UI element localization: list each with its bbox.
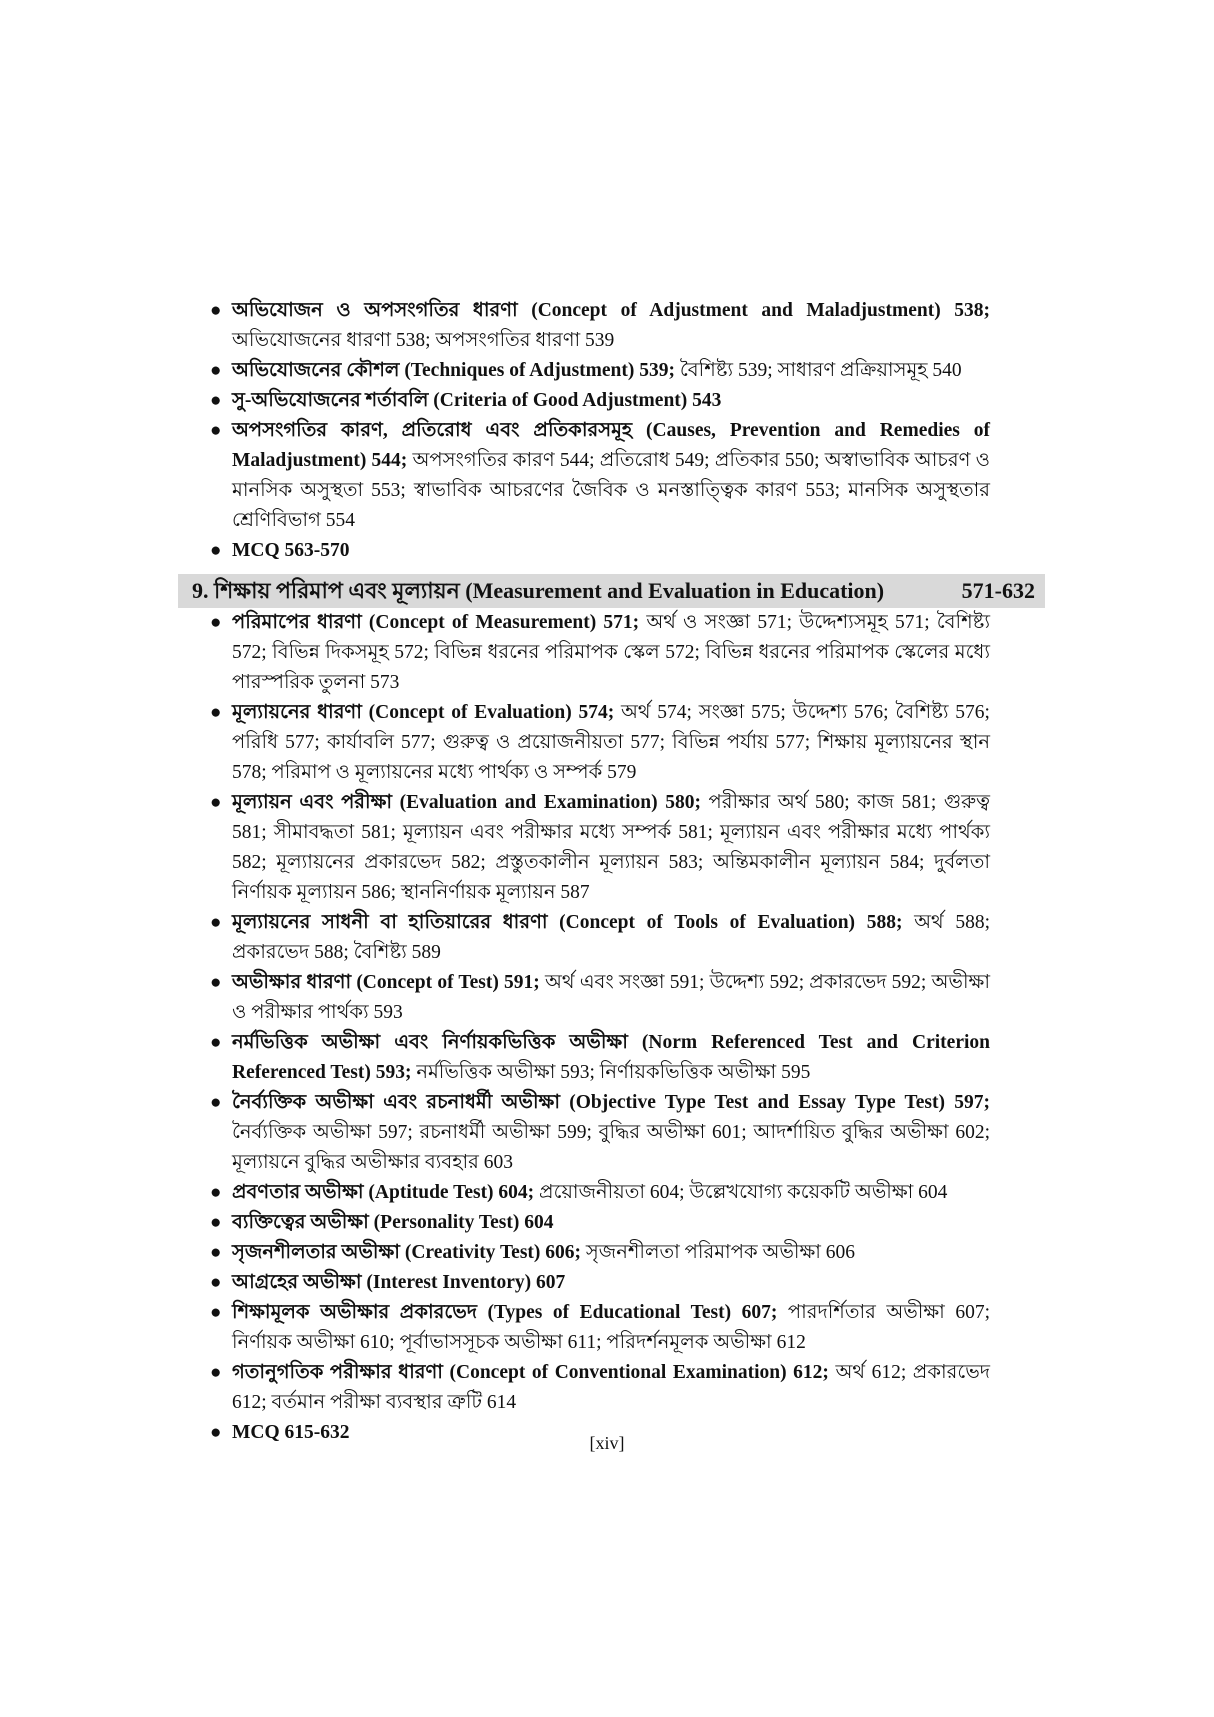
entry-subtopics: অর্থ ও সংজ্ঞা 571; উদ্দেশ্যসমূহ 571; বৈশিষ্ট্য 572; বিভিন্ন দিকসমূহ 572; বিভিন্ন ধরনের পরিমাপক স্কেল 572; বিভিন্ন ধরনের পরিমাপক স্কেলের মধ্যে পারস্পরিক তুলনা 573 <box>232 612 990 693</box>
entry-heading: মূল্যায়ন এবং পরীক্ষা (Evaluation and Examination) 580; <box>232 792 701 813</box>
entry-heading: পরিমাপের ধারণা (Concept of Measurement) 571; <box>232 612 640 633</box>
bullet-icon: ● <box>210 1182 222 1203</box>
toc-entry <box>210 1268 990 1298</box>
entry-heading: অভিযোজন ও অপসংগতির ধারণা (Concept of Adjustment and Maladjustment) 538; <box>232 300 990 321</box>
entry-heading: সু-অভিযোজনের শর্তাবলি (Criteria of Good Adjustment) 543 <box>232 390 722 411</box>
toc-entry <box>210 1298 990 1358</box>
toc-entry <box>210 1028 990 1088</box>
toc-entry <box>210 1088 990 1178</box>
entry-subtopics: অভিযোজনের ধারণা 538; অপসংগতির ধারণা 539 <box>232 330 615 351</box>
entry-heading: অভিযোজনের কৌশল (Techniques of Adjustment) 539; <box>232 360 675 381</box>
bullet-icon: ● <box>210 792 222 813</box>
toc-entry <box>210 698 990 788</box>
bullet-icon: ● <box>210 420 222 441</box>
toc-entry <box>210 1238 990 1268</box>
toc-entry <box>210 536 990 566</box>
entry-subtopics: প্রয়োজনীয়তা 604; উল্লেখযোগ্য কয়েকটি অভীক্ষা 604 <box>534 1182 948 1203</box>
toc-entry <box>210 386 990 416</box>
entry-subtopics: অর্থ 588; প্রকারভেদ 588; বৈশিষ্ট্য 589 <box>232 912 990 963</box>
bullet-icon: ● <box>210 1032 222 1053</box>
bullet-icon: ● <box>210 1242 222 1263</box>
bullet-icon: ● <box>210 912 222 933</box>
entry-subtopics: পারদর্শিতার অভীক্ষা 607; নির্ণায়ক অভীক্ষা 610; পূর্বাভাসসূচক অভীক্ষা 611; পরিদর্শনমূলক অভীক্ষা 612 <box>232 1302 990 1353</box>
entry-heading: মূল্যায়নের সাধনী বা হাতিয়ারের ধারণা (Concept of Tools of Evaluation) 588; <box>232 912 903 933</box>
entry-subtopics: পরীক্ষার অর্থ 580; কাজ 581; গুরুত্ব 581; সীমাবদ্ধতা 581; মূল্যায়ন এবং পরীক্ষার মধ্যে সম্পর্ক 581; মূল্যায়ন এবং পরীক্ষার মধ্যে পার্থক্য 582; মূল্যায়নের প্রকারভেদ 582; প্রস্তুতকালীন মূল্যায়ন 583; অন্তিমকালীন মূল্যায়ন 584; দুর্বলতা নির্ণায়ক মূল্যায়ন 586; স্থাননির্ণায়ক মূল্যায়ন 587 <box>232 792 990 903</box>
toc-entry <box>210 416 990 536</box>
entry-heading: MCQ 615-632 <box>232 1422 350 1443</box>
entry-subtopics: নর্মভিত্তিক অভীক্ষা 593; নির্ণায়কভিত্তিক অভীক্ষা 595 <box>411 1062 811 1083</box>
page-number: [xiv] <box>589 1433 625 1453</box>
entry-heading: ব্যক্তিত্বের অভীক্ষা (Personality Test) 604 <box>232 1212 554 1233</box>
bullet-icon: ● <box>210 300 222 321</box>
bullet-icon: ● <box>210 1362 222 1383</box>
bullet-icon: ● <box>210 1302 222 1323</box>
toc-entry <box>210 356 990 386</box>
toc-section-measurement <box>210 608 990 1448</box>
entry-heading: সৃজনশীলতার অভীক্ষা (Creativity Test) 606; <box>232 1242 582 1263</box>
bullet-icon: ● <box>210 972 222 993</box>
entry-heading: নর্মভিত্তিক অভীক্ষা এবং নির্ণায়কভিত্তিক অভীক্ষা (Norm Referenced Test and Criterion Referenced Test) 593; <box>232 1032 990 1083</box>
entry-heading: নৈর্ব্যক্তিক অভীক্ষা এবং রচনাধর্মী অভীক্ষা (Objective Type Test and Essay Type Test) 597; <box>232 1092 990 1113</box>
bullet-icon: ● <box>210 540 222 561</box>
bullet-icon: ● <box>210 1422 222 1443</box>
toc-entry <box>210 968 990 1028</box>
entry-heading: গতানুগতিক পরীক্ষার ধারণা (Concept of Conventional Examination) 612; <box>232 1362 829 1383</box>
entry-heading: প্রবণতার অভীক্ষা (Aptitude Test) 604; <box>232 1182 535 1203</box>
chapter-pages: 571-632 <box>961 578 1035 603</box>
toc-entry <box>210 608 990 698</box>
bullet-icon: ● <box>210 1092 222 1113</box>
entry-heading: অভীক্ষার ধারণা (Concept of Test) 591; <box>232 972 540 993</box>
entry-subtopics: অপসংগতির কারণ 544; প্রতিরোধ 549; প্রতিকার 550; অস্বাভাবিক আচরণ ও মানসিক অসুস্থতা 553; স্বাভাবিক আচরণের জৈবিক ও মনস্তাত্ত্বিক কারণ 553; মানসিক অসুস্থতার শ্রেণিবিভাগ 554 <box>232 450 990 531</box>
entry-heading: শিক্ষামূলক অভীক্ষার প্রকারভেদ (Types of Educational Test) 607; <box>232 1302 778 1323</box>
bullet-icon: ● <box>210 1212 222 1233</box>
toc-section-adjustment <box>210 296 990 566</box>
chapter-heading <box>178 574 1045 608</box>
toc-entry <box>210 1208 990 1238</box>
entry-subtopics: সৃজনশীলতা পরিমাপক অভীক্ষা 606 <box>581 1242 856 1263</box>
bullet-icon: ● <box>210 390 222 411</box>
toc-entry <box>210 788 990 908</box>
entry-subtopics: অর্থ 574; সংজ্ঞা 575; উদ্দেশ্য 576; বৈশিষ্ট্য 576; পরিধি 577; কার্যাবলি 577; গুরুত্ব ও প্রয়োজনীয়তা 577; বিভিন্ন পর্যায় 577; শিক্ষায় মূল্যায়নের স্থান 578; পরিমাপ ও মূল্যায়নের মধ্যে পার্থক্য ও সম্পর্ক 579 <box>232 702 990 783</box>
bullet-icon: ● <box>210 360 222 381</box>
entry-heading: MCQ 563-570 <box>232 540 350 561</box>
entry-heading: মূল্যায়নের ধারণা (Concept of Evaluation) 574; <box>232 702 615 723</box>
toc-entry <box>210 1178 990 1208</box>
entry-subtopics: অর্থ এবং সংজ্ঞা 591; উদ্দেশ্য 592; প্রকারভেদ 592; অভীক্ষা ও পরীক্ষার পার্থক্য 593 <box>232 972 990 1023</box>
entry-subtopics: বৈশিষ্ট্য 539; সাধারণ প্রক্রিয়াসমূহ 540 <box>675 360 962 381</box>
entry-subtopics: নৈর্ব্যক্তিক অভীক্ষা 597; রচনাধর্মী অভীক্ষা 599; বুদ্ধির অভীক্ষা 601; আদর্শায়িত বুদ্ধির অভীক্ষা 602; মূল্যায়নে বুদ্ধির অভীক্ষার ব্যবহার 603 <box>232 1122 990 1173</box>
toc-entry <box>210 1358 990 1418</box>
bullet-icon: ● <box>210 612 222 633</box>
bullet-icon: ● <box>210 1272 222 1293</box>
entry-subtopics: অর্থ 612; প্রকারভেদ 612; বর্তমান পরীক্ষা ব্যবস্থার ত্রুটি 614 <box>232 1362 990 1413</box>
entry-heading: অপসংগতির কারণ, প্রতিরোধ এবং প্রতিকারসমূহ (Causes, Prevention and Remedies of Maladjustment) 544; <box>232 420 990 471</box>
chapter-title: 9. শিক্ষায় পরিমাপ এবং মূল্যায়ন (Measurement and Evaluation in Education) <box>192 578 885 603</box>
bullet-icon: ● <box>210 702 222 723</box>
toc-entry <box>210 908 990 968</box>
toc-entry <box>210 296 990 356</box>
entry-heading: আগ্রহের অভীক্ষা (Interest Inventory) 607 <box>232 1272 566 1293</box>
